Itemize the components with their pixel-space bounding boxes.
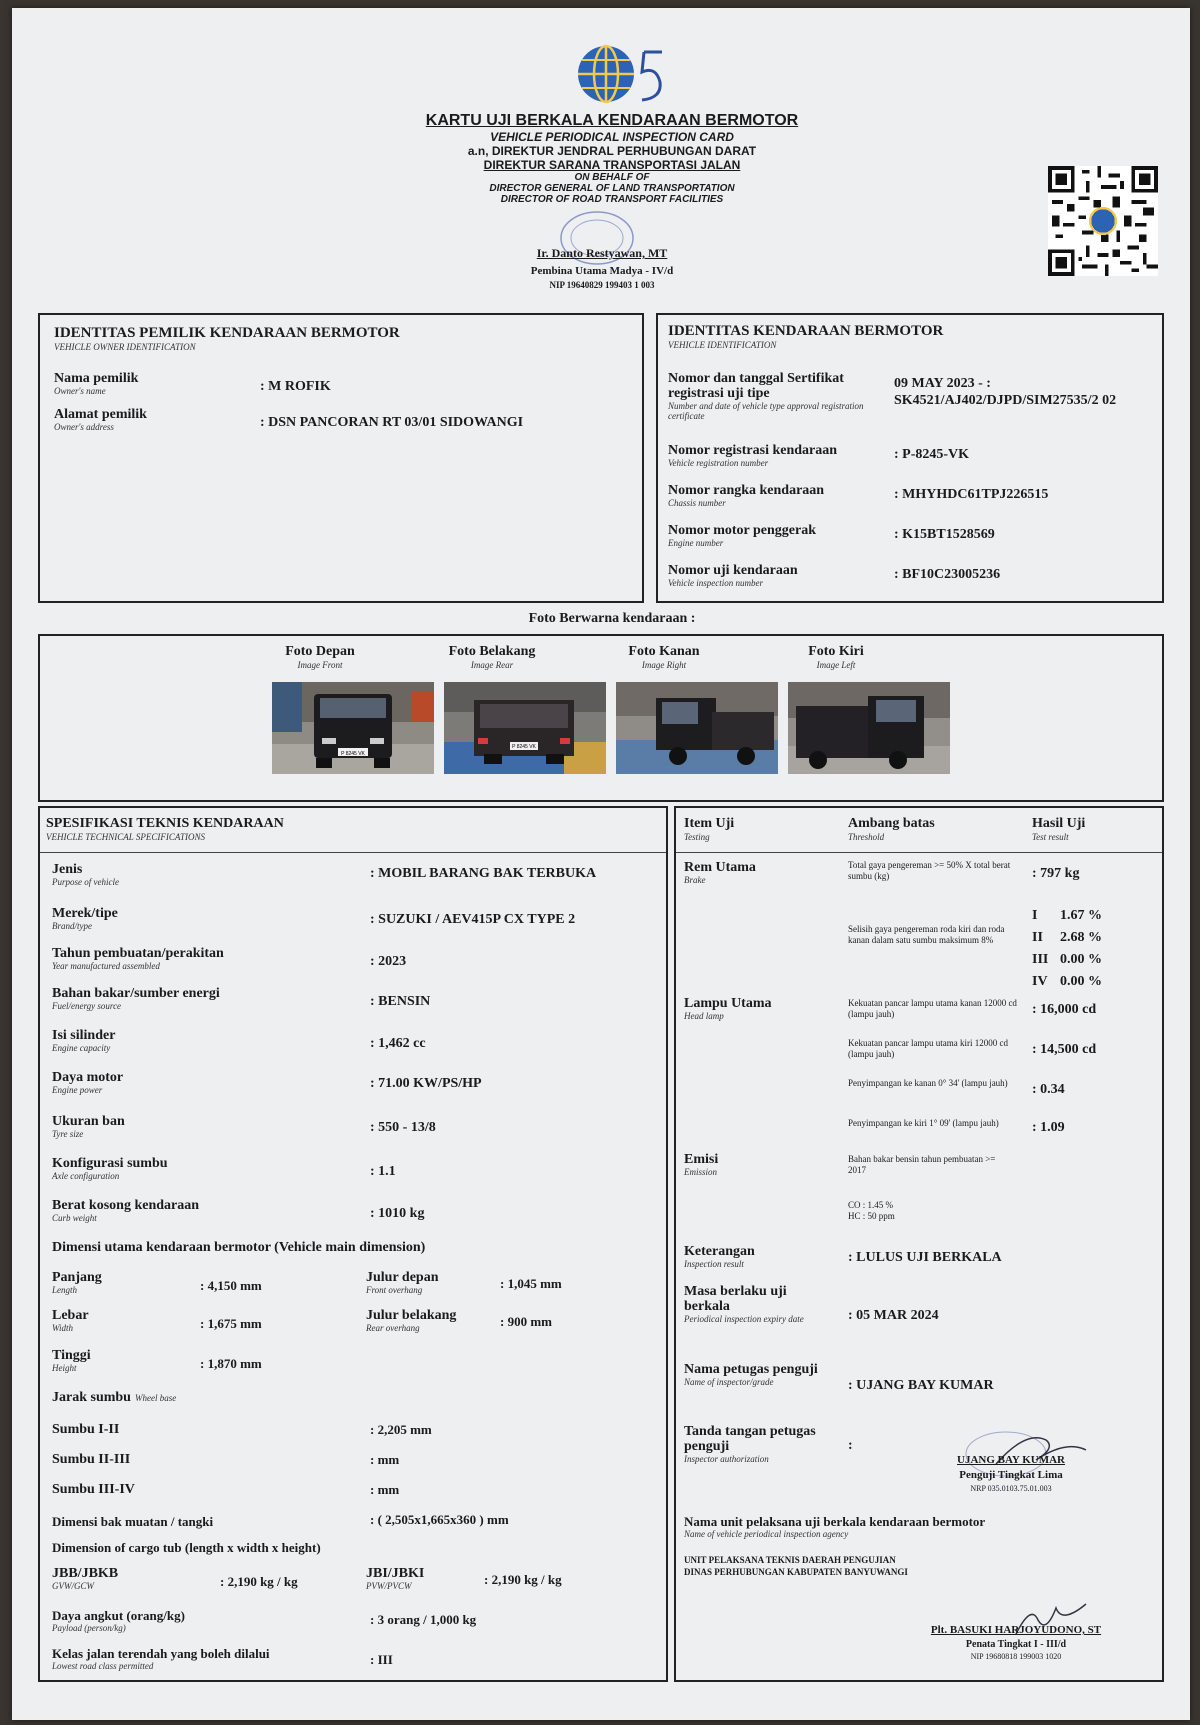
card-title-en: VEHICLE PERIODICAL INSPECTION CARD [490, 130, 734, 144]
brake-axle-2: II [1032, 930, 1043, 945]
owner-address-label: Alamat pemilik [54, 407, 147, 422]
head-nip: NIP 19680818 199003 1020 [970, 1652, 1062, 1661]
photo-rear-label: Foto Belakang [448, 644, 536, 659]
brake-axle-2-value: 2.68 % [1060, 930, 1102, 945]
vehicle-id-title-en: VEHICLE IDENTIFICATION [668, 340, 777, 350]
inspection-number-label-en: Vehicle inspection number [668, 578, 763, 588]
spec-capacity-value: : 1,462 cc [370, 1036, 426, 1051]
rear-overhang-value: : 900 mm [500, 1314, 552, 1329]
jbb-label: JBB/JBKB [52, 1566, 119, 1581]
rear-overhang-label: Julur belakang [366, 1308, 457, 1323]
chassis-label: Nomor rangka kendaraan [668, 483, 825, 498]
head-name: Plt. BASUKI HARJOYUDONO, ST [930, 1624, 1102, 1636]
spec-capacity-label-en: Engine capacity [52, 1043, 111, 1053]
unit-label: Nama unit pelaksana uji berkala kendaraan bermotor [684, 1514, 986, 1529]
brake-axle-3-value: 0.00 % [1060, 952, 1102, 967]
spec-power-label-en: Engine power [52, 1085, 103, 1095]
emission-hc: HC : 50 ppm [848, 1211, 895, 1221]
spec-axle-label: Konfigurasi sumbu [52, 1156, 168, 1171]
spec-purpose-label: Jenis [52, 862, 83, 877]
behalf-line-1: a.n, DIREKTUR JENDRAL PERHUBUNGAN DARAT [467, 144, 757, 158]
spec-tyre-label: Ukuran ban [52, 1114, 125, 1129]
cargo-value: : ( 2,505x1,665x360 ) mm [370, 1512, 509, 1527]
height-value: : 1,870 mm [200, 1356, 262, 1371]
type-cert-value: 09 MAY 2023 - : SK4521/AJ402/DJPD/SIM27535/2 02 [894, 376, 1117, 408]
jbb-label-en: GVW/GCW [52, 1581, 94, 1591]
rear-overhang-label-en: Rear overhang [366, 1323, 420, 1333]
registration-label-en: Vehicle registration number [668, 458, 769, 468]
official-nip: NIP 19640829 199403 1 003 [549, 280, 655, 290]
photo-rear [444, 682, 606, 774]
registration-value: : P-8245-VK [894, 447, 970, 462]
cargo-label-en: Dimension of cargo tub (length x width x height) [52, 1540, 321, 1555]
type-cert-label-en: Number and date of vehicle type approval registration certificate [668, 401, 864, 421]
dimension-title: Dimensi utama kendaraan bermotor (Vehicle main dimension) [52, 1240, 426, 1255]
unit-line-1: UNIT PELAKSANA TEKNIS DAERAH PENGUJIAN [684, 1555, 896, 1565]
result-value: : LULUS UJI BERKALA [848, 1250, 1002, 1265]
spec-fuel-value: : BENSIN [370, 994, 431, 1009]
official-name: Ir. Danto Restyawan, MT [536, 246, 668, 260]
brake-axle-1-value: 1.67 % [1060, 908, 1102, 923]
col-result-label-en: Test result [1032, 832, 1069, 842]
spec-capacity-label: Isi silinder [52, 1028, 116, 1043]
photo-right-label-en: Image Right [641, 660, 687, 670]
headlamp-threshold-3: Penyimpangan ke kanan 0° 34' (lampu jauh) [848, 1078, 1008, 1088]
specs-title-en: VEHICLE TECHNICAL SPECIFICATIONS [46, 832, 206, 842]
head-rank: Penata Tingkat I - III/d [965, 1639, 1067, 1650]
owner-name-label: Nama pemilik [54, 371, 139, 386]
result-label-en: Inspection result [684, 1259, 744, 1269]
payload-label-en: Payload (person/kg) [52, 1623, 126, 1633]
col-item-label: Item Uji [684, 816, 735, 831]
headlamp-result-1: : 16,000 cd [1032, 1002, 1097, 1017]
length-value: : 4,150 mm [200, 1278, 262, 1293]
owner-section-title-en: VEHICLE OWNER IDENTIFICATION [54, 342, 196, 352]
behalf-en-1: ON BEHALF OF [574, 172, 650, 183]
owner-name-label-en: Owner's name [54, 386, 106, 396]
brake-threshold-1: Total gaya pengereman >= 50% X total berat sumbu (kg) [848, 860, 1011, 881]
width-label-en: Width [52, 1323, 74, 1333]
spec-brand-label: Merek/tipe [52, 906, 118, 921]
brake-axle-1: I [1032, 908, 1038, 923]
road-class-label: Kelas jalan terendah yang boleh dilalui [52, 1646, 270, 1661]
jbb-value: : 2,190 kg / kg [220, 1574, 298, 1589]
owner-name-value: : M ROFIK [260, 379, 331, 394]
spec-year-label: Tahun pembuatan/perakitan [52, 946, 224, 961]
inspector-label-en: Name of inspector/grade [684, 1377, 774, 1387]
headlamp-label-en: Head lamp [684, 1011, 724, 1021]
spec-fuel-label-en: Fuel/energy source [52, 1001, 122, 1011]
width-value: : 1,675 mm [200, 1316, 262, 1331]
owner-address-label-en: Owner's address [54, 422, 114, 432]
signature-colon: : [848, 1438, 853, 1453]
headlamp-threshold-4: Penyimpangan ke kiri 1° 09' (lampu jauh) [848, 1118, 999, 1128]
inspector-nrp: NRP 035.0103.75.01.003 [970, 1484, 1052, 1493]
qr-code-icon [1048, 166, 1158, 276]
spec-brand-label-en: Brand/type [52, 921, 92, 931]
headlamp-label: Lampu Utama [684, 996, 772, 1011]
specs-section [38, 806, 668, 1682]
owner-section [38, 313, 644, 603]
behalf-en-3: DIRECTOR OF ROAD TRANSPORT FACILITIES [500, 194, 724, 205]
ministry-logo-icon [572, 38, 672, 110]
photo-front-label: Foto Depan [285, 644, 355, 659]
headlamp-result-3: : 0.34 [1032, 1082, 1065, 1097]
cargo-label: Dimensi bak muatan / tangki [52, 1514, 214, 1529]
signature-label: Tanda tangan petugas penguji [684, 1424, 816, 1454]
length-label: Panjang [52, 1270, 102, 1285]
expiry-label-en: Periodical inspection expiry date [684, 1314, 804, 1324]
wheelbase-label: Jarak sumbu [52, 1390, 131, 1405]
photo-left-label-en: Image Left [816, 660, 856, 670]
emission-threshold: Bahan bakar bensin tahun pembuatan >= 2017 [848, 1154, 996, 1175]
chassis-label-en: Chassis number [668, 498, 726, 508]
jbi-label-en: PVW/PVCW [366, 1581, 412, 1591]
brake-label-en: Brake [684, 875, 706, 885]
emission-co: CO : 1.45 % [848, 1200, 893, 1210]
spec-tyre-value: : 550 - 13/8 [370, 1120, 436, 1135]
jbi-label: JBI/JBKI [366, 1566, 425, 1581]
photo-front [272, 682, 434, 774]
spec-year-label-en: Year manufactured assembled [52, 961, 160, 971]
payload-label: Daya angkut (orang/kg) [52, 1608, 185, 1623]
rear-plate-text: P 8245 VK [512, 744, 536, 750]
front-overhang-label-en: Front overhang [366, 1285, 423, 1295]
headlamp-threshold-1: Kekuatan pancar lampu utama kanan 12000 cd (lampu jauh) [848, 998, 1017, 1019]
front-overhang-value: : 1,045 mm [500, 1276, 562, 1291]
brake-axle-3: III [1032, 952, 1049, 967]
height-label: Tinggi [52, 1348, 91, 1363]
brake-label: Rem Utama [684, 860, 756, 875]
unit-line-2: DINAS PERHUBUNGAN KABUPATEN BANYUWANGI [684, 1567, 908, 1577]
length-label-en: Length [52, 1285, 78, 1295]
photo-front-label-en: Image Front [297, 660, 343, 670]
road-class-label-en: Lowest road class permitted [52, 1661, 154, 1671]
photos-title: Foto Berwarna kendaraan : [528, 611, 696, 626]
engine-number-label-en: Engine number [668, 538, 724, 548]
col-threshold-label-en: Threshold [848, 832, 885, 842]
spec-year-value: : 2023 [370, 954, 407, 969]
jbi-value: : 2,190 kg / kg [484, 1572, 562, 1587]
expiry-value: : 05 MAR 2024 [848, 1308, 939, 1323]
owner-address-value: : DSN PANCORAN RT 03/01 SIDOWANGI [260, 415, 524, 430]
inspection-number-label: Nomor uji kendaraan [668, 563, 798, 578]
axle-2-3-value: : mm [370, 1452, 400, 1467]
spec-fuel-label: Bahan bakar/sumber energi [52, 986, 220, 1001]
expiry-label: Masa berlaku uji berkala [684, 1284, 787, 1314]
headlamp-result-2: : 14,500 cd [1032, 1042, 1097, 1057]
inspection-number-value: : BF10C23005236 [894, 567, 1001, 582]
specs-title: SPESIFIKASI TEKNIS KENDARAAN [46, 816, 284, 831]
vehicle-id-section [656, 313, 1164, 603]
behalf-line-2: DIREKTUR SARANA TRANSPORTASI JALAN [483, 158, 741, 172]
brake-threshold-2: Selisih gaya pengereman roda kiri dan roda kanan dalam satu sumbu maksimum 8% [848, 924, 1005, 945]
official-rank: Pembina Utama Madya - IV/d [530, 265, 674, 277]
inspector-label: Nama petugas penguji [684, 1362, 818, 1377]
registration-label: Nomor registrasi kendaraan [668, 443, 838, 458]
photo-left [788, 682, 950, 774]
vehicle-id-title: IDENTITAS KENDARAAN BERMOTOR [668, 323, 944, 339]
brake-axle-4-value: 0.00 % [1060, 974, 1102, 989]
payload-value: : 3 orang / 1,000 kg [370, 1612, 477, 1627]
signature-label-en: Inspector authorization [684, 1454, 769, 1464]
headlamp-result-4: : 1.09 [1032, 1120, 1065, 1135]
spec-purpose-value: : MOBIL BARANG BAK TERBUKA [370, 866, 597, 881]
axle-1-2-value: : 2,205 mm [370, 1422, 432, 1437]
front-overhang-label: Julur depan [366, 1270, 439, 1285]
axle-3-4-value: : mm [370, 1482, 400, 1497]
result-label: Keterangan [684, 1244, 755, 1259]
col-threshold-label: Ambang batas [848, 816, 935, 831]
wheelbase-label-en: Wheel base [134, 1393, 177, 1403]
emission-label-en: Emission [684, 1167, 718, 1177]
brake-result-1: : 797 kg [1032, 866, 1080, 881]
spec-purpose-label-en: Purpose of vehicle [52, 877, 119, 887]
type-cert-label: Nomor dan tanggal Sertifikat registrasi uji tipe [668, 371, 844, 401]
photo-left-label: Foto Kiri [808, 644, 864, 659]
chassis-value: : MHYHDC61TPJ226515 [894, 487, 1049, 502]
axle-3-4-label: Sumbu III-IV [52, 1482, 135, 1497]
spec-tyre-label-en: Tyre size [52, 1129, 84, 1139]
photo-right-label: Foto Kanan [628, 644, 700, 659]
spec-power-value: : 71.00 KW/PS/HP [370, 1076, 482, 1091]
col-item-label-en: Testing [684, 832, 710, 842]
road-class-value: : III [370, 1652, 393, 1667]
engine-number-label: Nomor motor penggerak [668, 523, 817, 538]
spec-power-label: Daya motor [52, 1070, 124, 1085]
card-title: KARTU UJI BERKALA KENDARAAN BERMOTOR [425, 112, 799, 129]
brake-axle-4: IV [1032, 974, 1048, 989]
photo-rear-label-en: Image Rear [470, 660, 514, 670]
spec-brand-value: : SUZUKI / AEV415P CX TYPE 2 [370, 912, 576, 927]
spec-axle-label-en: Axle configuration [52, 1171, 120, 1181]
spec-curb-weight-label-en: Curb weight [52, 1213, 97, 1223]
inspector-grade: Penguji Tingkat Lima [959, 1469, 1063, 1481]
inspector-value: : UJANG BAY KUMAR [848, 1378, 994, 1393]
inspector-sign-name: UJANG BAY KUMAR [957, 1454, 1065, 1466]
behalf-en-2: DIRECTOR GENERAL OF LAND TRANSPORTATION [489, 183, 735, 194]
test-section [674, 806, 1164, 1682]
unit-label-en: Name of vehicle periodical inspection agency [684, 1529, 849, 1539]
width-label: Lebar [52, 1308, 89, 1323]
col-result-label: Hasil Uji [1032, 816, 1086, 831]
emission-label: Emisi [684, 1152, 719, 1167]
axle-1-2-label: Sumbu I-II [52, 1422, 120, 1437]
spec-curb-weight-value: : 1010 kg [370, 1206, 425, 1221]
owner-section-title: IDENTITAS PEMILIK KENDARAAN BERMOTOR [54, 325, 400, 341]
spec-axle-value: : 1.1 [370, 1164, 396, 1179]
photos-section [38, 634, 1164, 802]
front-plate-text: P 8245 VK [341, 751, 365, 757]
height-label-en: Height [52, 1363, 77, 1373]
photo-right [616, 682, 778, 774]
inspection-card [12, 8, 1190, 1720]
spec-curb-weight-label: Berat kosong kendaraan [52, 1198, 200, 1213]
axle-2-3-label: Sumbu II-III [52, 1452, 131, 1467]
engine-number-value: : K15BT1528569 [894, 527, 995, 542]
headlamp-threshold-2: Kekuatan pancar lampu utama kiri 12000 cd (lampu jauh) [848, 1038, 1008, 1059]
